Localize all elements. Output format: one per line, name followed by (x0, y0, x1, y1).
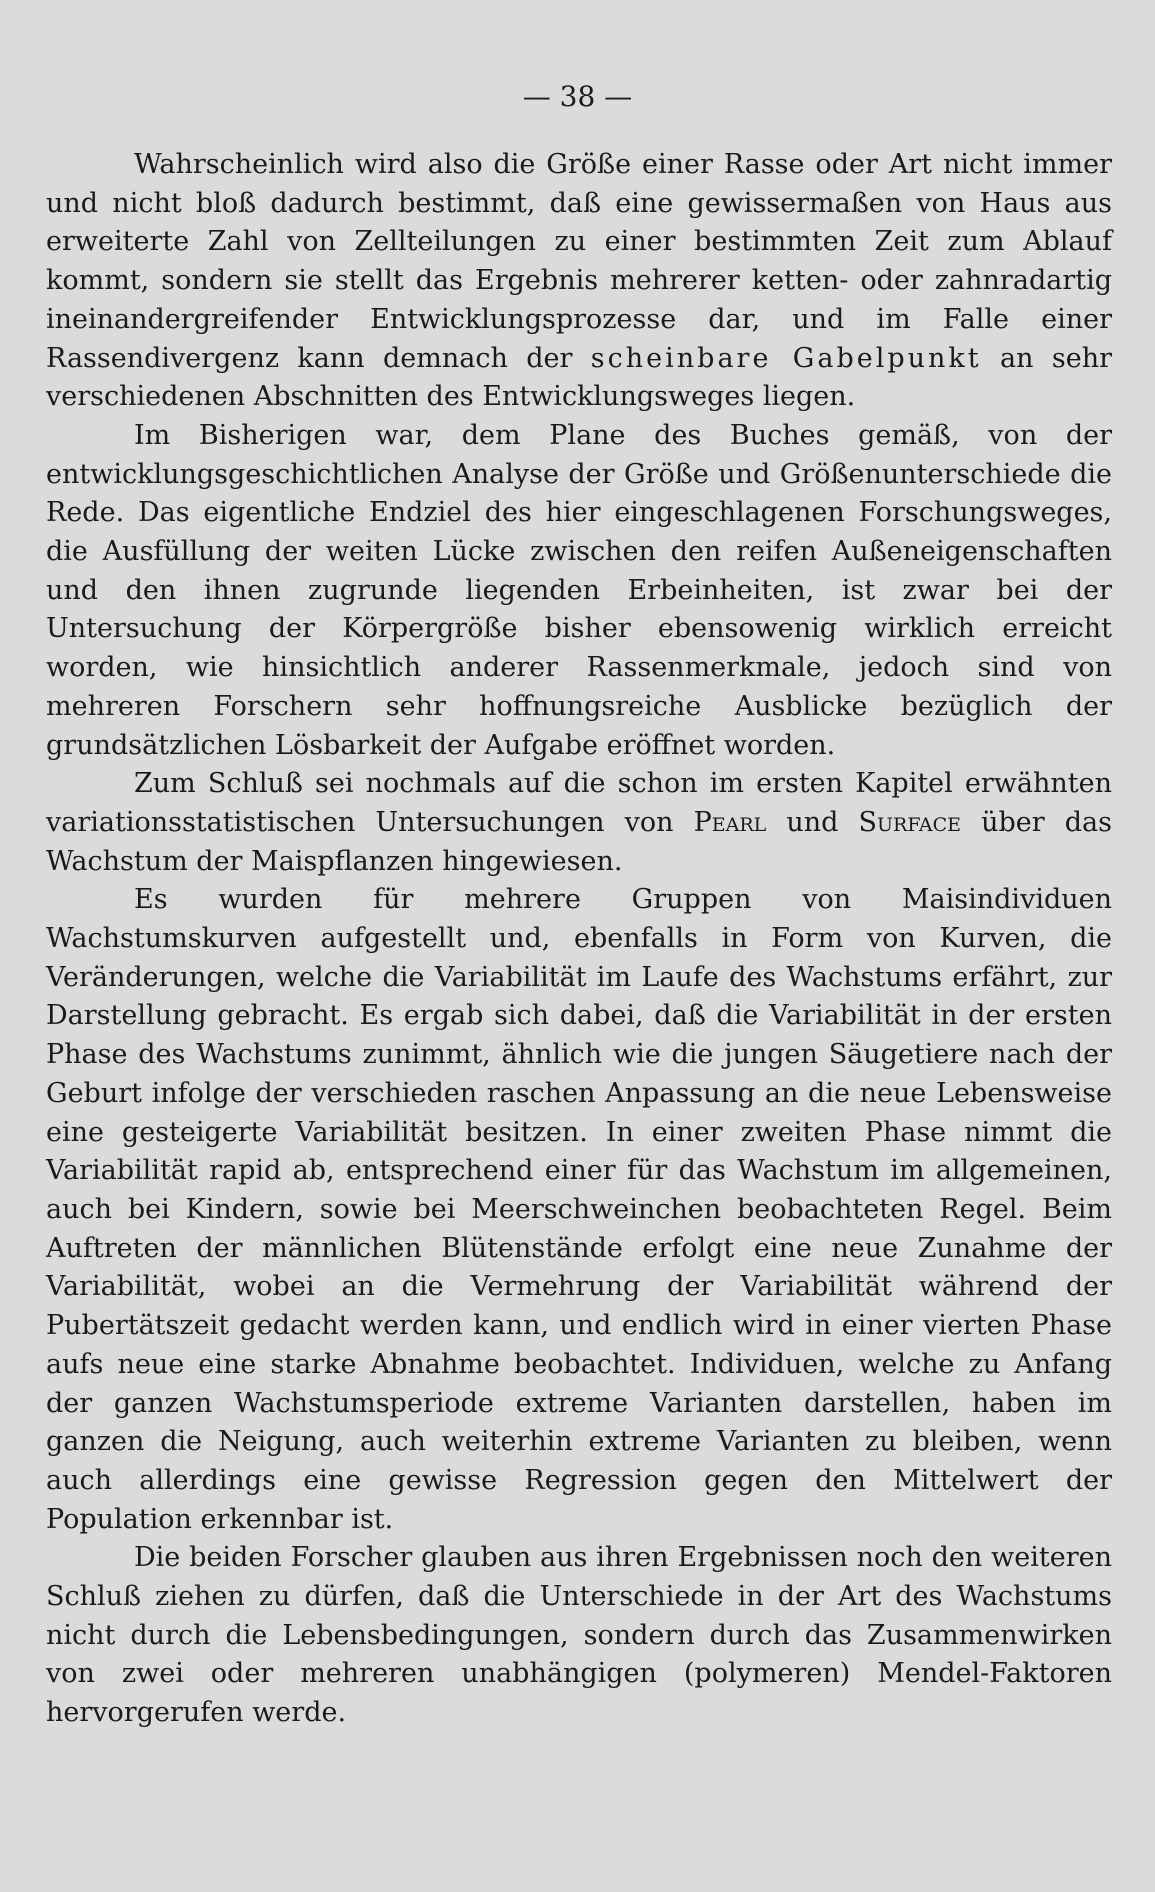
paragraph-text: über das Wachstum der Maispflanzen hingewiesen. (46, 806, 1112, 877)
paragraph-4 (46, 881, 1112, 1539)
body-text (46, 146, 1112, 1733)
author-name: Surface (858, 806, 961, 838)
paragraph-5 (46, 1539, 1112, 1733)
page-number: — 38 — (522, 80, 633, 113)
paragraph-text: Im Bisherigen war, dem Plane des Buches gemäß, von der entwicklungsgeschichtlichen Analyse der Größe und Größenunterschiede die Rede. Das eigentliche Endziel des hier eingeschlagenen Forschungsweges, die Ausfüllung der weiten Lücke zwischen den reifen Außeneigenschaften und den ihnen zugrunde liegenden Erbeinheiten, ist zwar bei der Untersuchung der Körpergröße bisher ebensowenig wirklich erreicht worden, wie hinsichtlich anderer Rassenmerkmale, jedoch sind von mehreren Forschern sehr hoffnungsreiche Ausblicke bezüglich der grundsätzlichen Lösbarkeit der Aufgabe eröffnet worden. (46, 419, 1112, 761)
paragraph-text: an sehr verschiedenen Abschnitten des Entwicklungsweges liegen. (46, 342, 1112, 413)
author-name: Pearl (693, 806, 767, 838)
emphasized-term: scheinbare Gabelpunkt (590, 342, 982, 374)
paragraph-text: Wahrscheinlich wird also die Größe einer Rasse oder Art nicht immer und nicht bloß dadurch bestimmt, daß eine gewissermaßen von Haus aus erweiterte Zahl von Zellteilungen zu einer bestimmten Zeit zum Ablauf kommt, sondern sie stellt das Ergebnis mehrerer ketten- oder zahnradartig ineinandergreifender Entwicklungsprozesse dar, und im Falle einer Rassendivergenz kann demnach der (46, 149, 1112, 374)
paragraph-text: Es wurden für mehrere Gruppen von Maisindividuen Wachstumskurven aufgestellt und, ebenfalls in Form von Kurven, die Veränderungen, welche die Variabilität im Laufe des Wachstums erfährt, zur Darstellung gebracht. Es ergab sich dabei, daß die Variabilität in der ersten Phase des Wachstums zunimmt, ähnlich wie die jungen Säugetiere nach der Geburt infolge der verschieden raschen Anpassung an die neue Lebensweise eine gesteigerte Variabilität besitzen. In einer zweiten Phase nimmt die Variabilität rapid ab, entsprechend einer für das Wachstum im allgemeinen, auch bei Kindern, sowie bei Meerschweinchen beobachteten Regel. Beim Auftreten der männlichen Blütenstände erfolgt eine neue Zunahme der Variabilität, wobei an die Vermehrung der Variabilität während der Pubertätszeit gedacht werden kann, und endlich wird in einer vierten Phase aufs neue eine starke Abnahme beobachtet. Individuen, welche zu Anfang der ganzen Wachstumsperiode extreme Varianten darstellen, haben im ganzen die Neigung, auch weiterhin extreme Varianten zu bleiben, wenn auch allerdings eine gewisse Regression gegen den Mittelwert der Population erkennbar ist. (46, 884, 1112, 1535)
paragraph-3 (46, 765, 1112, 881)
paragraph-2 (46, 417, 1112, 765)
paragraph-text: und (766, 806, 859, 838)
paragraph-1 (46, 146, 1112, 417)
paragraph-text: Zum Schluß sei nochmals auf die schon im ersten Kapitel erwähnten variationsstatistischen Untersuchungen von (46, 768, 1112, 838)
paragraph-text: Die beiden Forscher glauben aus ihren Ergebnissen noch den weiteren Schluß ziehen zu dürfen, daß die Unterschiede in der Art des Wachstums nicht durch die Lebensbedingungen, sondern durch das Zusammenwirken von zwei oder mehreren unabhängigen (polymeren) Mendel-Faktoren hervorgerufen werde. (46, 1542, 1112, 1729)
